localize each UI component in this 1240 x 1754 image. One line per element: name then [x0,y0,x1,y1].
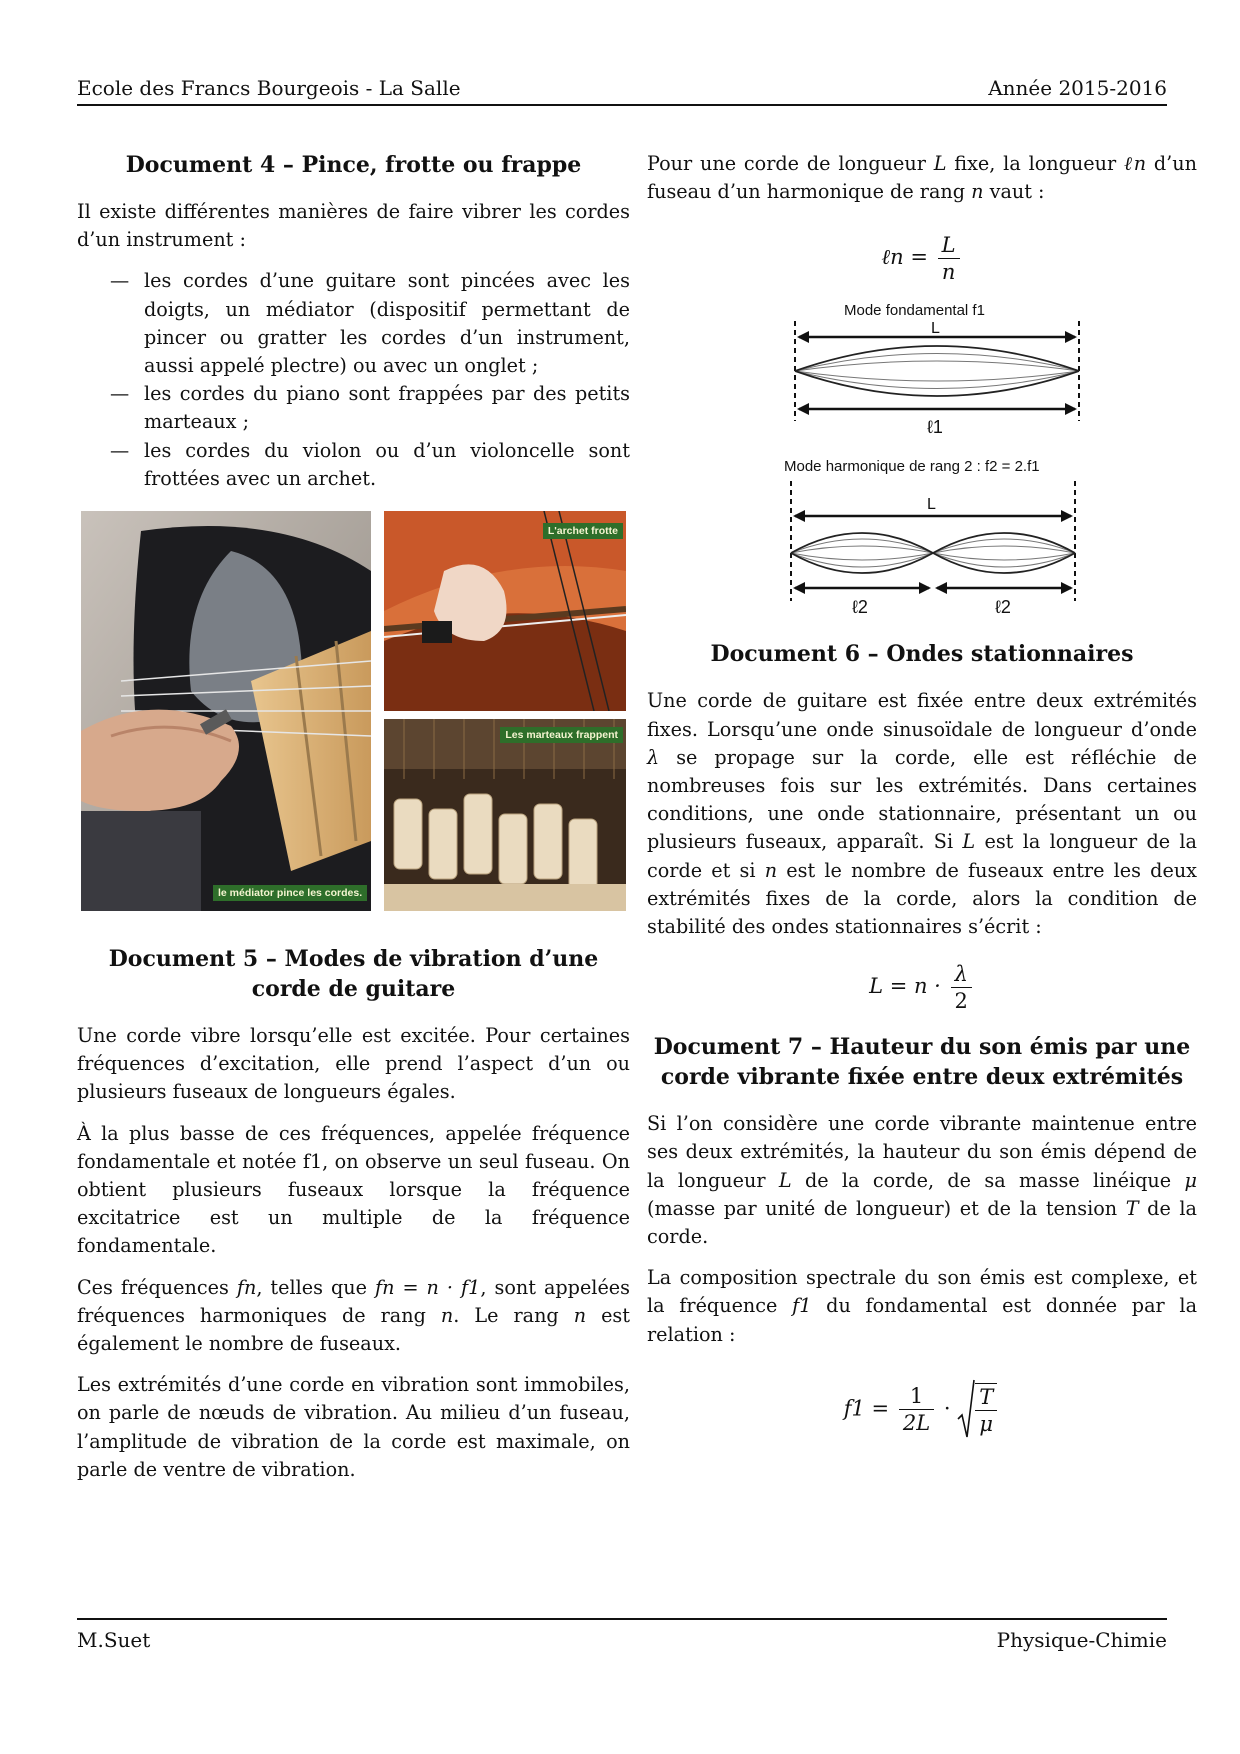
mode1-l1-label: ℓ1 [927,417,943,438]
mode1-L-label: L [931,320,940,338]
author-name: M.Suet [77,1628,151,1652]
list-item: — les cordes d’une guitare sont pincées avec les doigts, un médiator (dispositif permettant de pincer ou gratter les cordes d’un instrument, aussi appelé plectre) ou avec un onglet ; [144,267,630,380]
doc5-paragraph-1: Une corde vibre lorsqu’elle est excitée. Pour certaines fréquences d’excitation, elle prend l’aspect d’un ou plusieurs fuseaux de longueurs égales. [77,1024,630,1104]
doc6-title: Document 6 – Ondes stationnaires [710,641,1134,668]
mode2-l2-label-left: ℓ2 [852,597,868,618]
right-column [647,150,1197,1441]
formula-fundamental-frequency: f1 = $\frac{1}{2L}$ · $\frac{T}{\mu}$ [647,1379,1197,1441]
doc7-paragraph-1: Si l’on considère une corde vibrante maintenue entre ses deux extrémités, la hauteur du son émis dépend de la longueur L de la corde, de sa masse linéique μ (masse par unité de longueur) et de la tension T de la corde. [647,1112,1197,1249]
piano-photo-label: Les marteaux frappent [500,727,623,743]
doc4-list [77,267,630,493]
list-item: — les cordes du violon ou d’un violoncelle sont frottées avec un archet. [144,437,630,493]
doc5-paragraph-4: Les extrémités d’une corde en vibration sont immobiles, on parle de nœuds de vibration. Au milieu d’un fuseau, l’amplitude de vibration de la corde est maximale, on parle de ventre de vibration. [77,1373,630,1481]
doc6-paragraph: Une corde de guitare est fixée entre deux extrémités fixes. Lorsqu’une onde sinusoïdale de longueur d’onde λ se propage sur la corde, elle est réfléchie de nombreuses fois sur les extrémités. Dans certaines conditions, une onde stationnaire, présentant un ou plusieurs fuseaux, apparaît. Si L est la longueur de la corde et si n est le nombre de fuseaux entre les deux extrémités fixes de la corde, alors la condition de stabilité des ondes stationnaires s’écrit : [647,689,1197,939]
doc7-paragraph-2: La composition spectrale du son émis est complexe, et la fréquence f1 du fondamental est donnée par la relation : [647,1266,1198,1346]
doc5-paragraph-3: Ces fréquences fn, telles que fn = n · f1, sont appelées fréquences harmoniques de rang n. Le rang n est également le nombre de fuseaux. [77,1275,631,1356]
guitar-photo-label: le médiator pince les cordes. [213,885,367,901]
instrument-photos [81,511,626,911]
subject-name: Physique-Chimie [996,1628,1167,1652]
mode1-title: Mode fondamental f1 [844,302,985,320]
doc5-title: Document 5 – Modes de vibration d’une corde de guitare [108,946,599,1003]
square-root-sign [957,1379,975,1441]
mode2-L-label: L [927,496,936,514]
school-year: Année 2015-2016 [988,76,1167,100]
guitar-photo [81,511,371,911]
school-name: Ecole des Francs Bourgeois - La Salle [77,76,461,100]
doc7-title: Document 7 – Hauteur du son émis par une corde vibrante fixée entre deux extrémités [653,1034,1191,1091]
list-item: — les cordes du piano sont frappées par des petits marteaux ; [144,380,630,436]
left-column [77,150,630,1497]
doc4-intro: Il existe différentes manières de faire vibrer les cordes d’un instrument : [77,200,630,252]
vibration-modes-diagram [647,291,1197,621]
formula-fuseau-length: ℓn = $\frac{L}{n}$ [647,232,1197,285]
fuseau-intro: Pour une corde de longueur L fixe, la longueur ℓn d’un fuseau d’un harmonique de rang n vaut : [647,152,1197,204]
page-header [77,76,1167,106]
mode2-title: Mode harmonique de rang 2 : f2 = 2.f1 [784,458,1040,476]
formula-stationary: L = n · $\frac{\lambda}{2}$ [647,961,1197,1014]
doc5-paragraph-2: À la plus basse de ces fréquences, appelée fréquence fondamentale et notée f1, on observe un seul fuseau. On obtient plusieurs fuseaux lorsque la fréquence excitatrice est un multiple de la fréquence fondamentale. [77,1121,630,1258]
mode2-l2-label-right: ℓ2 [995,597,1011,618]
bow-photo-label: L'archet frotte [543,523,623,539]
piano-photo [384,719,626,911]
bow-photo [384,511,626,711]
doc4-title: Document 4 – Pince, frotte ou frappe [125,152,582,178]
page-footer [77,1618,1167,1660]
